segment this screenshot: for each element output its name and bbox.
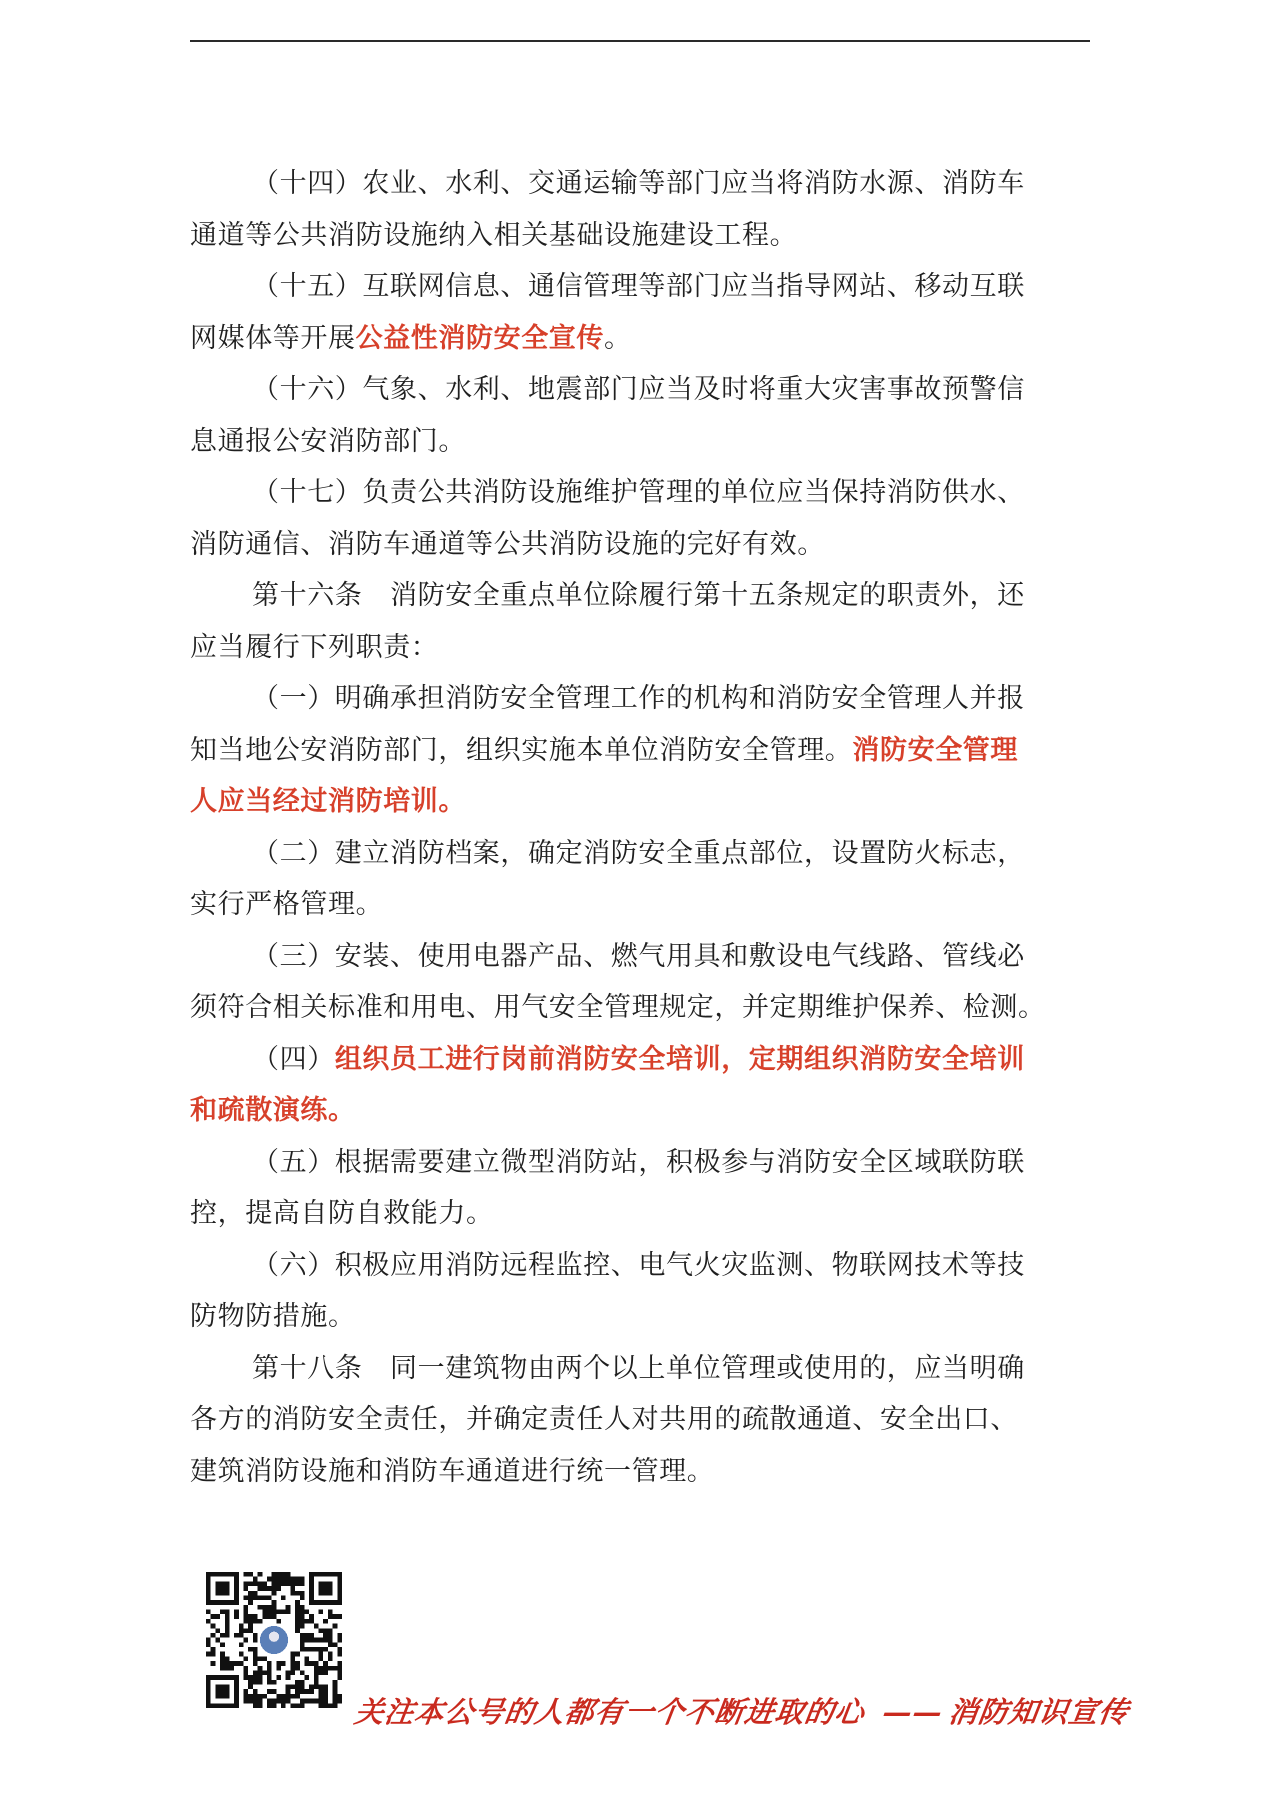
text-line	[190, 1034, 1130, 1086]
paragraph	[190, 364, 1130, 467]
paragraph	[190, 158, 1130, 261]
text-line	[190, 931, 1130, 983]
paragraph	[190, 673, 1130, 828]
body-text: 通道等公共消防设施纳入相关基础设施建设工程。	[190, 219, 798, 251]
text-line	[190, 725, 1130, 777]
body-text: （五）根据需要建立微型消防站，积极参与消防安全区域联防联	[252, 1146, 1025, 1178]
text-line	[190, 1446, 1130, 1498]
text-line	[190, 1188, 1130, 1240]
text-line	[190, 416, 1130, 468]
paragraph	[190, 1240, 1130, 1343]
body-text: 息通报公安消防部门。	[190, 425, 466, 457]
text-line	[190, 364, 1130, 416]
body-text: 建筑消防设施和消防车通道进行统一管理。	[190, 1455, 715, 1487]
body-text: （一）明确承担消防安全管理工作的机构和消防安全管理人并报	[252, 683, 1025, 714]
body-text: 控，提高自防自救能力。	[190, 1198, 494, 1229]
slogan-signature: 消防知识宣传	[946, 1695, 1132, 1729]
body-text: （三）安装、使用电器产品、燃气用具和敷设电气线路、管线必	[252, 940, 1025, 972]
paragraph	[190, 1137, 1130, 1240]
body-text: （四）	[252, 1043, 335, 1075]
qr-code-icon	[206, 1572, 342, 1708]
text-line	[190, 570, 1130, 622]
body-text: 实行严格管理。	[190, 889, 384, 920]
paragraph	[190, 1343, 1130, 1498]
paragraph	[190, 570, 1130, 673]
text-line	[190, 776, 1130, 828]
text-line	[190, 828, 1130, 880]
highlighted-text: 和疏散演练。	[190, 1095, 356, 1126]
text-line	[190, 158, 1130, 210]
text-line	[190, 261, 1130, 313]
body-text: 须符合相关标准和用电、用气安全管理规定，并定期维护保养、检测。	[190, 992, 1046, 1023]
highlighted-text: 人应当经过消防培训。	[190, 786, 466, 817]
body-text: （六）积极应用消防远程监控、电气火灾监测、物联网技术等技	[252, 1249, 1025, 1281]
paragraph	[190, 1034, 1130, 1137]
text-line	[190, 1394, 1130, 1446]
body-text: 。	[604, 322, 632, 354]
document-body	[190, 158, 1130, 1497]
body-text: （十五）互联网信息、通信管理等部门应当指导网站、移动互联	[252, 271, 1025, 302]
header-rule	[190, 40, 1090, 42]
slogan-dash: ——	[880, 1695, 946, 1729]
text-line	[190, 1343, 1130, 1395]
text-line	[190, 1291, 1130, 1343]
text-line	[190, 1240, 1130, 1292]
slogan-text: 关注本公号的人都有一个不断进取的心	[352, 1695, 868, 1729]
text-line	[190, 1137, 1130, 1189]
text-line	[190, 673, 1130, 725]
text-line	[190, 1085, 1130, 1137]
body-text: （十六）气象、水利、地震部门应当及时将重大灾害事故预警信	[252, 374, 1025, 405]
highlighted-text: 公益性消防安全宣传	[355, 322, 605, 354]
body-text: 第十六条 消防安全重点单位除履行第十五条规定的职责外，还	[252, 580, 1025, 611]
highlighted-text: 组织员工进行岗前消防安全培训，定期组织消防安全培训	[334, 1043, 1025, 1075]
text-line	[190, 467, 1130, 519]
body-text: 知当地公安消防部门，组织实施本单位消防安全管理。	[190, 734, 853, 766]
text-line	[190, 313, 1130, 365]
paragraph	[190, 467, 1130, 570]
highlighted-text: 消防安全管理	[852, 734, 1019, 766]
body-text: （十四）农业、水利、交通运输等部门应当将消防水源、消防车	[252, 168, 1025, 199]
paragraph	[190, 931, 1130, 1034]
text-line	[190, 519, 1130, 571]
paragraph	[190, 828, 1130, 931]
body-text: 防物防措施。	[190, 1301, 356, 1332]
footer-slogan	[352, 1690, 1132, 1731]
paragraph	[190, 261, 1130, 364]
body-text: 第十八条 同一建筑物由两个以上单位管理或使用的，应当明确	[252, 1352, 1025, 1384]
body-text: 消防通信、消防车通道等公共消防设施的完好有效。	[190, 528, 825, 560]
body-text: （二）建立消防档案，确定消防安全重点部位，设置防火标志，	[252, 837, 1025, 869]
text-line	[190, 879, 1130, 931]
body-text: 网媒体等开展	[190, 322, 356, 354]
body-text: （十七）负责公共消防设施维护管理的单位应当保持消防供水、	[252, 477, 1025, 508]
text-line	[190, 210, 1130, 262]
text-line	[190, 982, 1130, 1034]
text-line	[190, 622, 1130, 674]
body-text: 各方的消防安全责任，并确定责任人对共用的疏散通道、安全出口、	[190, 1404, 1018, 1435]
body-text: 应当履行下列职责：	[190, 631, 439, 663]
